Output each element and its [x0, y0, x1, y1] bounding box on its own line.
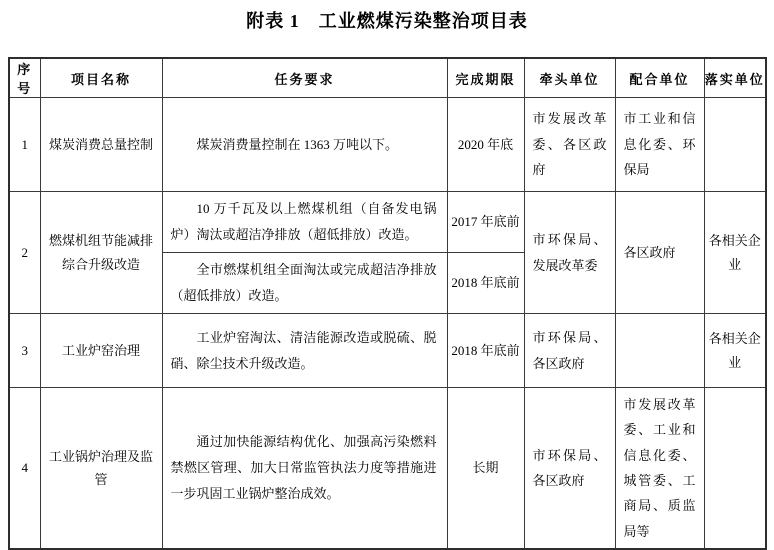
- row2-implement: 各相关企业: [704, 192, 766, 314]
- row2-support: 各区政府: [615, 192, 704, 314]
- row4-deadline: 长期: [447, 388, 524, 550]
- row2-task-a: 10 万千瓦及以上燃煤机组（自备发电锅炉）淘汰或超洁净排放（超低排放）改造。: [162, 192, 447, 253]
- row4-lead: 市环保局、各区政府: [524, 388, 615, 550]
- row2-deadline-b: 2018 年底前: [447, 253, 524, 314]
- header-no: 序号: [9, 58, 40, 98]
- row2-no: 2: [9, 192, 40, 314]
- row4-task: 通过加快能源结构优化、加强高污染燃料禁燃区管理、加大日常监管执法力度等措施进一步巩固工业锅炉整治成效。: [162, 388, 447, 550]
- row1-support: 市工业和信息化委、环保局: [615, 98, 704, 192]
- table-row-2a: [9, 192, 766, 253]
- header-task: 任务要求: [162, 58, 447, 98]
- row4-implement: [704, 388, 766, 550]
- page-title: 附表 1 工业燃煤污染整治项目表: [246, 11, 528, 31]
- row3-deadline: 2018 年底前: [447, 314, 524, 388]
- row3-no: 3: [9, 314, 40, 388]
- header-implement: 落实单位: [704, 58, 766, 98]
- row4-project: 工业锅炉治理及监管: [40, 388, 162, 550]
- row3-task: 工业炉窑淘汰、清洁能源改造或脱硫、脱硝、除尘技术升级改造。: [162, 314, 447, 388]
- row4-no: 4: [9, 388, 40, 550]
- row2-deadline-a: 2017 年底前: [447, 192, 524, 253]
- row2-task-b: 全市燃煤机组全面淘汰或完成超洁净排放（超低排放）改造。: [162, 253, 447, 314]
- table-row-3: [9, 314, 766, 388]
- row1-task: 煤炭消费量控制在 1363 万吨以下。: [162, 98, 447, 192]
- pollution-project-table: [8, 57, 767, 550]
- table-row-1: [9, 98, 766, 192]
- row2-lead: 市环保局、发展改革委: [524, 192, 615, 314]
- table-row-4: [9, 388, 766, 550]
- row1-no: 1: [9, 98, 40, 192]
- header-deadline: 完成期限: [447, 58, 524, 98]
- row1-lead: 市发展改革委、各区政府: [524, 98, 615, 192]
- row4-support: 市发展改革委、工业和信息化委、城管委、工商局、质监局等: [615, 388, 704, 550]
- row3-support: [615, 314, 704, 388]
- row1-implement: [704, 98, 766, 192]
- row2-project: 燃煤机组节能减排综合升级改造: [40, 192, 162, 314]
- header-support: 配合单位: [615, 58, 704, 98]
- row3-project: 工业炉窑治理: [40, 314, 162, 388]
- row3-implement: 各相关企业: [704, 314, 766, 388]
- row1-project: 煤炭消费总量控制: [40, 98, 162, 192]
- table-header-row: [9, 58, 766, 98]
- header-lead: 牵头单位: [524, 58, 615, 98]
- row1-deadline: 2020 年底: [447, 98, 524, 192]
- header-project: 项目名称: [40, 58, 162, 98]
- row3-lead: 市环保局、各区政府: [524, 314, 615, 388]
